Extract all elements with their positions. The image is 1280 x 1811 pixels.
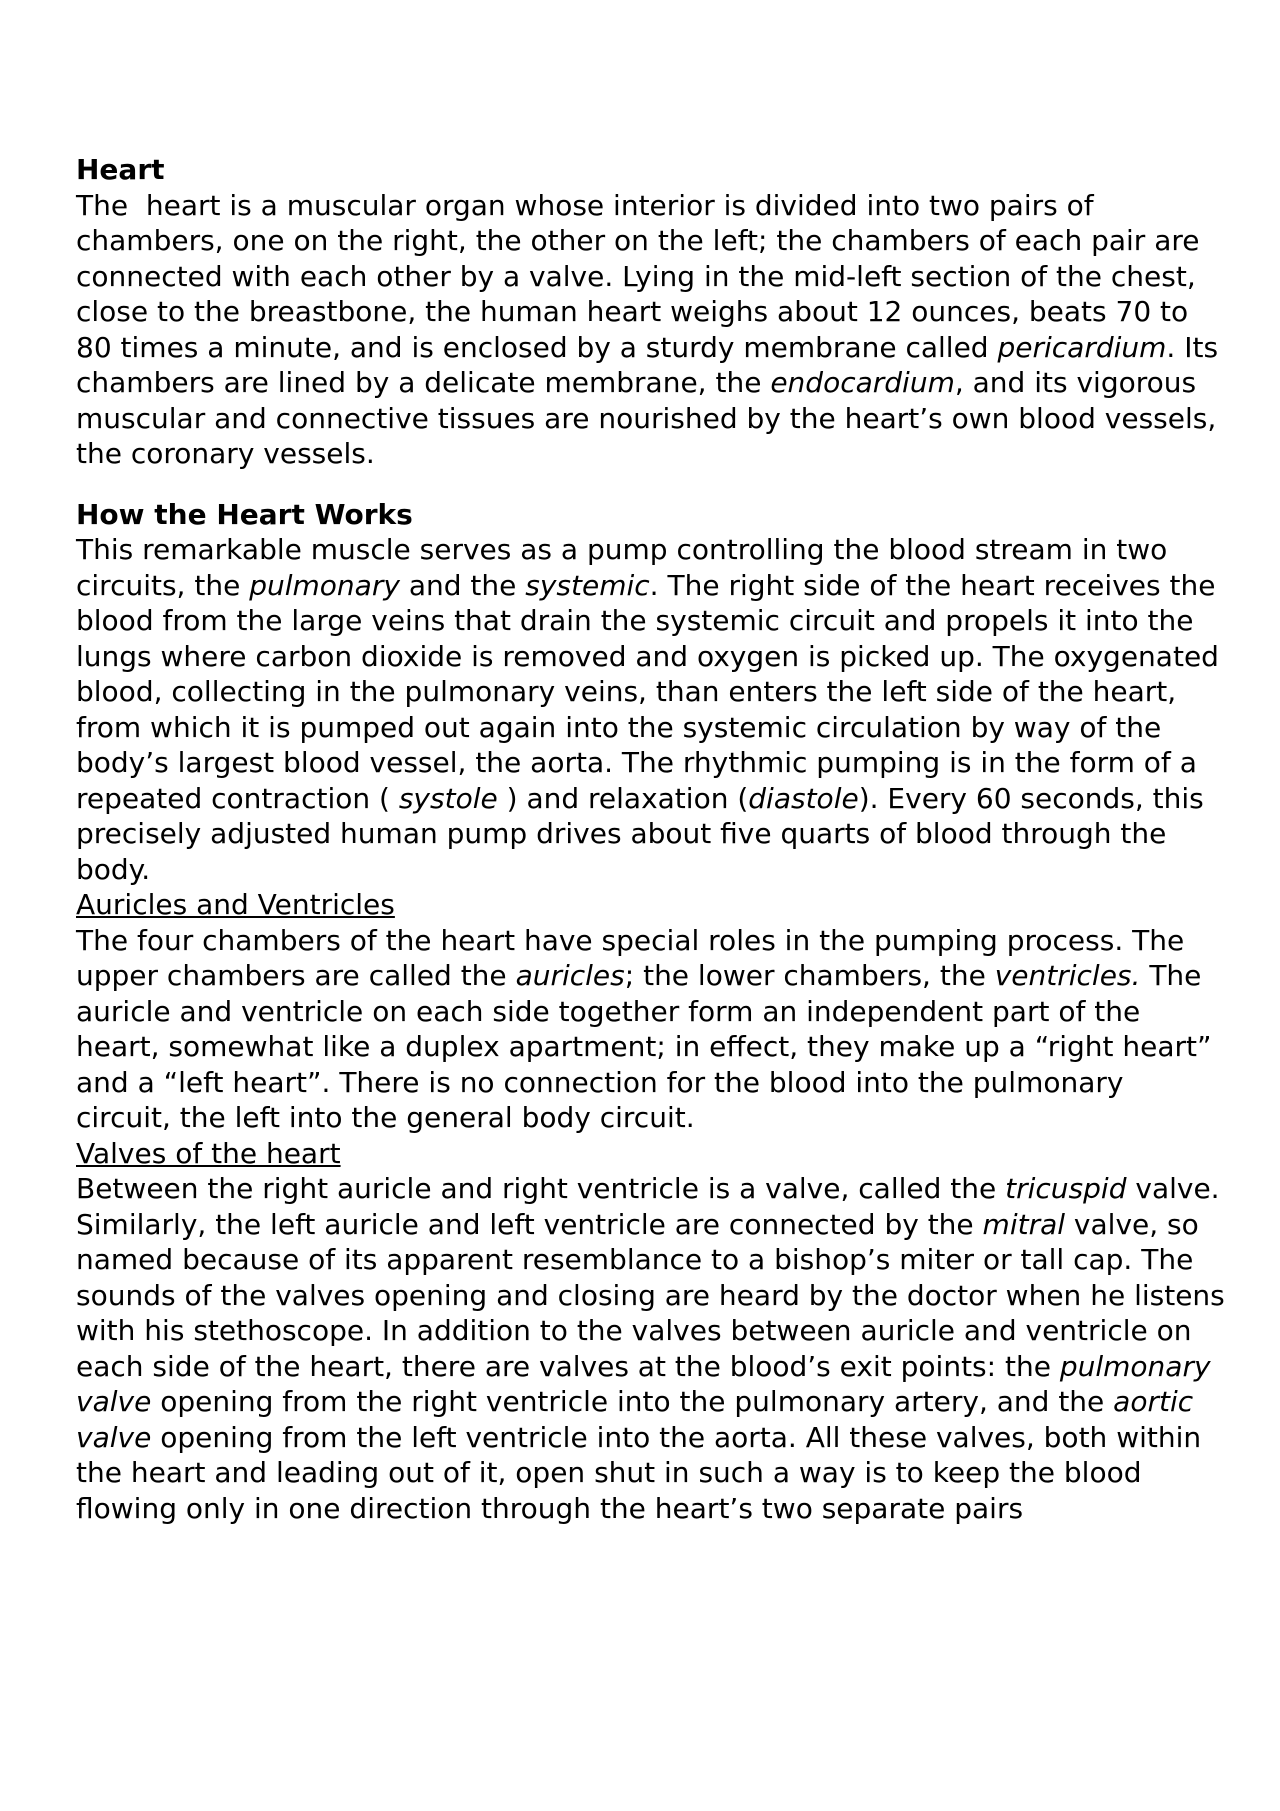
italic-term: pericardium: [997, 330, 1167, 364]
section-gap: [76, 472, 1226, 497]
section-paragraph: The heart is a muscular organ whose interior is divided into two pairs of chambers, one on the right, the other on the left; the chambers of each pair are connected with each other by a valve. Lying in the mid-left section of the chest, close to the breastbone, the human heart weighs about 12 ounces, beats 70 to 80 times a minute, and is enclosed by a sturdy membrane called pericardium. Its chambers are lined by a delicate membrane, the endocardium, and its vigorous muscular and connective tissues are nourished by the heart’s own blood vessels, the coronary vessels.: [76, 188, 1227, 470]
italic-term: aortic valve: [76, 1385, 1203, 1454]
italic-term: systole: [398, 781, 498, 815]
section-title: How the Heart Works: [76, 497, 413, 531]
subsection-title: Valves of the heart: [76, 1136, 341, 1170]
italic-term: mitral: [982, 1207, 1066, 1241]
section-paragraph: The four chambers of the heart have special roles in the pumping process. The upper chambers are called the auricles; the lower chambers, the ventricles. The auricle and ventricle on each side together form an independent part of the heart, somewhat like a duplex apartment; in effect, they make up a “right heart” and a “left heart”. There is no connection for the blood into the pulmonary circuit, the left into the general body circuit.: [76, 923, 1221, 1134]
section-auricles-ventricles: [76, 887, 1226, 1136]
italic-term: auricles: [515, 959, 625, 992]
italic-term: endocardium: [770, 366, 955, 399]
section-paragraph: Between the right auricle and right ventricle is a valve, called the tricuspid valve. Similarly, the left auricle and left ventricle are connected by the mitral valve, so named because of its apparent resemblance to a bishop’s miter or tall cap. The sounds of the valves opening and closing are heard by the doctor when he listens with his stethoscope. In addition to the valves between auricle and ventricle on each side of the heart, there are valves at the blood’s exit points: the pulmonary valve opening from the right ventricle into the pulmonary artery, and the aortic valve opening from the left ventricle into the aorta. All these valves, both within the heart and leading out of it, open shut in such a way is to keep the blood flowing only in one direction through the heart’s two separate pairs: [76, 1172, 1234, 1525]
document-page: [76, 152, 1234, 1526]
italic-term: ventricles.: [994, 959, 1141, 992]
section-heart: [76, 152, 1226, 472]
italic-term: systemic: [525, 568, 650, 602]
section-title: Heart: [76, 153, 165, 186]
subsection-title: Auricles and Ventricles: [76, 888, 395, 921]
italic-term: diastole: [748, 781, 859, 815]
italic-term: tricuspid: [1005, 1172, 1127, 1205]
section-valves: [76, 1136, 1234, 1527]
section-paragraph: This remarkable muscle serves as a pump controlling the blood stream in two circuits, the pulmonary and the systemic. The right side of the heart receives the blood from the large veins that drain the systemic circuit and propels it into the lungs where carbon dioxide is removed and oxygen is picked up. The oxygenated blood, collecting in the pulmonary veins, than enters the left side of the heart, from which it is pumped out again into the systemic circulation by way of the body’s largest blood vessel, the aorta. The rhythmic pumping is in the form of a repeated contraction ( systole ) and relaxation (diastole). Every 60 seconds, this precisely adjusted human pump drives about five quarts of blood through the body.: [76, 533, 1228, 886]
section-how-heart-works: [76, 497, 1226, 888]
italic-term: pulmonary valve: [76, 1349, 1220, 1418]
italic-term: pulmonary: [249, 568, 400, 602]
